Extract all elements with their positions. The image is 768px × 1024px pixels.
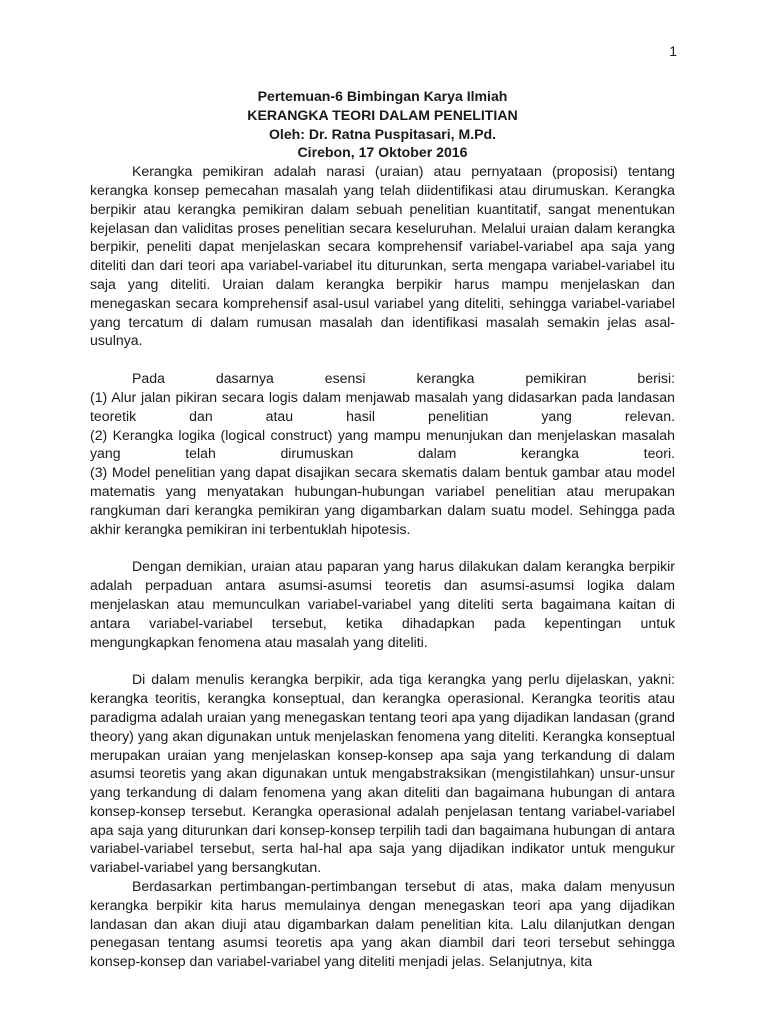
essence-item-3: (3) Model penelitian yang dapat disajikan secara skematis dalam bentuk gambar atau model matematis yang menyatakan hubungan-hubungan variabel penelitian atau merupakan rangkuman dari kerangka pemikiran yang digambarkan dalam suatu model. Sehingga pada akhir kerangka pemikiran ini terbentuklah hipotesis.: [90, 464, 675, 537]
header-meeting-title: Pertemuan-6 Bimbingan Karya Ilmiah: [257, 88, 508, 104]
paragraph-conclusion: Dengan demikian, uraian atau paparan yang harus dilakukan dalam kerangka berpikir adalah perpaduan antara asumsi-asumsi teoretis dan asumsi-asumsi logika dalam menjelaskan atau memunculkan variabel-variabel yang diteliti serta bagaimana kaitan di antara variabel-variabel tersebut, ketika dihadapkan pada kepentingan untuk mengungkapkan fenomena atau masalah yang diteliti.: [90, 558, 675, 650]
paragraph-three-frameworks: Di dalam menulis kerangka berpikir, ada tiga kerangka yang perlu dijelaskan, yakni: kerangka teoritis, kerangka konseptual, dan kerangka operasional. Kerangka teoritis atau paradigma adalah uraian yang menegaskan tentang teori apa yang dijadikan landasan (grand theory) yang akan digunakan untuk menjelaskan fenomena yang diteliti. Kerangka konseptual merupakan uraian yang menjelaskan konsep-konsep apa saja yang terkandung di dalam asumsi teoretis yang akan digunakan untuk mengabstraksikan (mengistilahkan) unsur-unsur yang terkandung di dalam fenomena yang akan diteliti dan bagaimana hubungan di antara konsep-konsep tersebut. Kerangka operasional adalah penjelasan tentang variabel-variabel apa saja yang diturunkan dari konsep-konsep terpilih tadi dan bagaimana hubungan di antara variabel-variabel tersebut, serta hal-hal apa saja yang dijadikan indikator untuk mengukur variabel-variabel yang bersangkutan.: [90, 671, 675, 876]
document-header: [90, 87, 675, 162]
header-author: Oleh: Dr. Ratna Puspitasari, M.Pd.: [268, 125, 497, 142]
paragraph-essence: [90, 369, 675, 538]
header-topic-title: KERANGKA TEORI DALAM PENELITIAN: [247, 106, 518, 123]
page-number: 1: [669, 43, 677, 59]
essence-item-1-line2: teoretik dan atau hasil penelitian yang relevan.: [90, 407, 675, 424]
essence-item-1-line1: (1) Alur jalan pikiran secara logis dalam menjawab masalah yang didasarkan pada landasan: [90, 388, 675, 405]
essence-item-2-line2: yang telah dirumuskan dalam kerangka teori.: [90, 445, 675, 462]
paragraph-definition: Kerangka pemikiran adalah narasi (uraian) atau pernyataan (proposisi) tentang kerangka konsep pemecahan masalah yang telah diidentifikasi atau dirumuskan. Kerangka berpikir atau kerangka pemikiran dalam sebuah penelitian kuantitatif, sangat menentukan kejelasan dan validitas proses penelitian secara keseluruhan. Melalui uraian dalam kerangka berpikir, peneliti dapat menjelaskan secara komprehensif variabel-variabel apa saja yang diteliti dan dari teori apa variabel-variabel itu diturunkan, serta mengapa variabel-variabel itu saja yang diteliti. Uraian dalam kerangka berpikir harus mampu menjelaskan dan menegaskan secara komprehensif asal-usul variabel yang diteliti, sehingga variabel-variabel yang tercatum di dalam rumusan masalah dan identifikasi masalah semakin jelas asal-usulnya.: [90, 163, 675, 349]
essence-item-2-line1: (2) Kerangka logika (logical construct) yang mampu menunjukan dan menjelaskan masalah: [90, 426, 675, 443]
paragraph-considerations: Berdasarkan pertimbangan-pertimbangan tersebut di atas, maka dalam menyusun kerangka berpikir kita harus memulainya dengan menegaskan teori apa yang dijadikan landasan dan akan diuji atau digambarkan dalam penelitian kita. Lalu dilanjutkan dengan penegasan tentang asumsi teoretis apa yang akan diambil dari teori tersebut sehingga konsep-konsep dan variabel-variabel yang diteliti menjadi jelas. Selanjutnya, kita: [90, 878, 675, 970]
header-place-date: Cirebon, 17 Oktober 2016: [297, 144, 468, 161]
document-body: [90, 87, 675, 971]
essence-intro: Pada dasarnya esensi kerangka pemikiran berisi:: [132, 370, 675, 387]
essence-item-1: [90, 388, 675, 426]
essence-item-2: [90, 426, 675, 464]
